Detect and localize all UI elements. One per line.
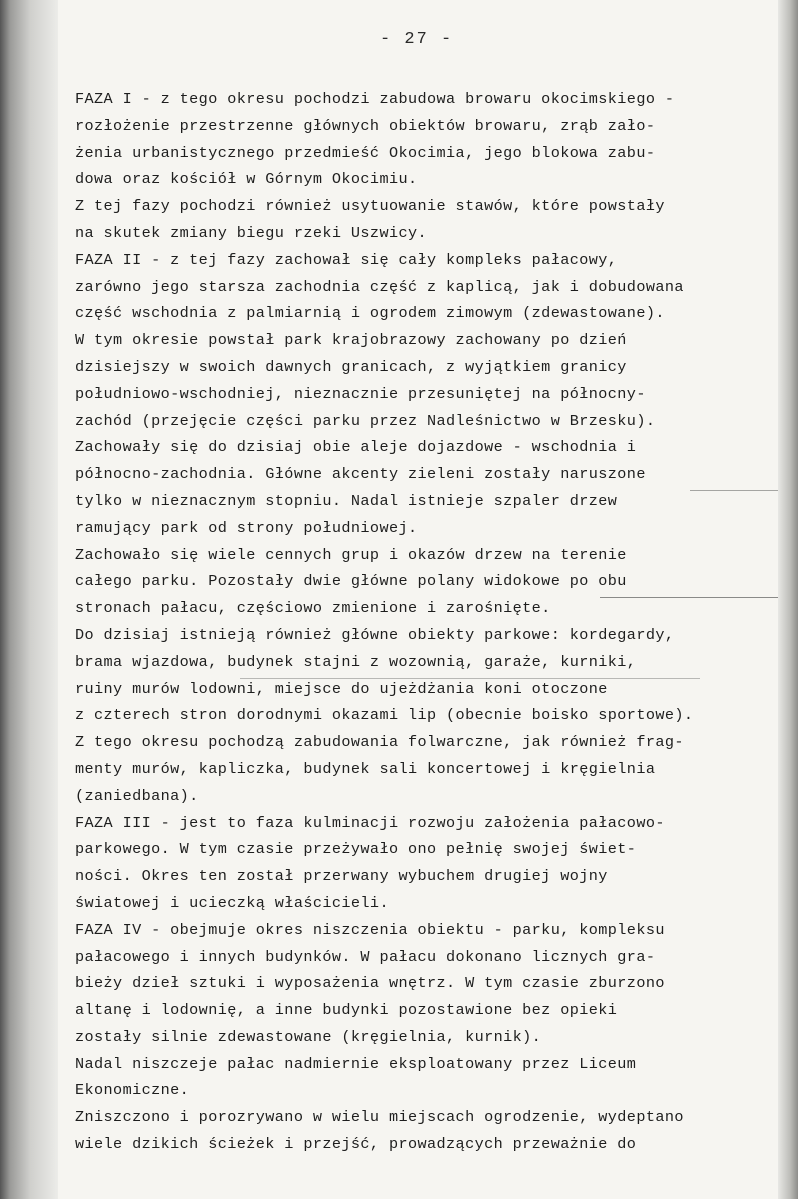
margin-rule xyxy=(240,678,700,679)
text-line: wiele dzikich ścieżek i przejść, prowadzących przeważnie do xyxy=(75,1135,637,1154)
text-line: zarówno jego starsza zachodnia część z kaplicą, jak i dobudowana xyxy=(75,277,684,296)
text-line: (zaniedbana). xyxy=(75,786,199,805)
text-line: Zachowało się wiele cennych grup i okazów drzew na terenie xyxy=(75,545,627,564)
text-line: bieży dzieł sztuki i wyposażenia wnętrz. W tym czasie zburzono xyxy=(75,974,665,993)
text-line: ruiny murów lodowni, miejsce do ujeżdżania koni otoczone xyxy=(75,679,608,698)
text-line: stronach pałacu, częściowo zmienione i zarośnięte. xyxy=(75,599,551,618)
text-line: południowo-wschodniej, nieznacznie przesuniętej na północny- xyxy=(75,384,646,403)
text-line: FAZA III - jest to faza kulminacji rozwoju założenia pałacowo- xyxy=(75,813,665,832)
text-line: na skutek zmiany biegu rzeki Uszwicy. xyxy=(75,223,428,242)
text-line: altanę i lodownię, a inne budynki pozostawione bez opieki xyxy=(75,1001,618,1020)
text-line: tylko w nieznacznym stopniu. Nadal istnieje szpaler drzew xyxy=(75,491,618,510)
text-line: brama wjazdowa, budynek stajni z wozownią, garaże, kurniki, xyxy=(75,652,637,671)
text-line: Z tej fazy pochodzi również usytuowanie stawów, które powstały xyxy=(75,197,665,216)
text-line: ności. Okres ten został przerwany wybuchem drugiej wojny xyxy=(75,867,608,886)
page-edge xyxy=(778,0,798,1199)
text-line: rozłożenie przestrzenne głównych obiektów browaru, zrąb zało- xyxy=(75,116,656,135)
page-number: - 27 - xyxy=(380,30,454,49)
margin-rule xyxy=(690,490,778,491)
text-line: Ekonomiczne. xyxy=(75,1081,190,1100)
text-line: zachód (przejęcie części parku przez Nadleśnictwo w Brzesku). xyxy=(75,411,656,430)
text-line: całego parku. Pozostały dwie główne polany widokowe po obu xyxy=(75,572,627,591)
margin-rule xyxy=(600,597,778,598)
text-line: dowa oraz kościół w Górnym Okocimiu. xyxy=(75,170,418,189)
text-line: światowej i ucieczką właścicieli. xyxy=(75,893,389,912)
text-line: Zniszczono i porozrywano w wielu miejscach ogrodzenie, wydeptano xyxy=(75,1108,684,1127)
text-line: FAZA IV - obejmuje okres niszczenia obiektu - parku, kompleksu xyxy=(75,920,665,939)
text-line: pałacowego i innych budynków. W pałacu dokonano licznych gra- xyxy=(75,947,656,966)
binding-shadow xyxy=(0,0,58,1199)
text-line: FAZA I - z tego okresu pochodzi zabudowa browaru okocimskiego - xyxy=(75,90,675,108)
text-line: menty murów, kapliczka, budynek sali koncertowej i kręgielnia xyxy=(75,759,656,778)
text-line: z czterech stron dorodnymi okazami lip (obecnie boisko sportowe). xyxy=(75,706,694,725)
text-line: ramujący park od strony południowej. xyxy=(75,518,418,537)
text-line: żenia urbanistycznego przedmieść Okocimia, jego blokowa zabu- xyxy=(75,143,656,162)
text-line: Do dzisiaj istnieją również główne obiekty parkowe: kordegardy, xyxy=(75,625,675,644)
text-line: W tym okresie powstał park krajobrazowy zachowany po dzień xyxy=(75,331,627,350)
text-line: dzisiejszy w swoich dawnych granicach, z wyjątkiem granicy xyxy=(75,357,627,376)
text-line: zostały silnie zdewastowane (kręgielnia, kurnik). xyxy=(75,1027,542,1046)
text-line: Zachowały się do dzisiaj obie aleje dojazdowe - wschodnia i xyxy=(75,438,637,457)
text-line: północno-zachodnia. Główne akcenty zieleni zostały naruszone xyxy=(75,465,646,484)
text-line: Nadal niszczeje pałac nadmiernie eksploatowany przez Liceum xyxy=(75,1054,637,1073)
text-line: parkowego. W tym czasie przeżywało ono pełnię swojej świet- xyxy=(75,840,637,859)
text-line: Z tego okresu pochodzą zabudowania folwarczne, jak również frag- xyxy=(75,733,684,752)
document-body xyxy=(75,86,765,1158)
text-line: część wschodnia z palmiarnią i ogrodem zimowym (zdewastowane). xyxy=(75,304,665,323)
text-line: FAZA II - z tej fazy zachował się cały kompleks pałacowy, xyxy=(75,250,618,269)
